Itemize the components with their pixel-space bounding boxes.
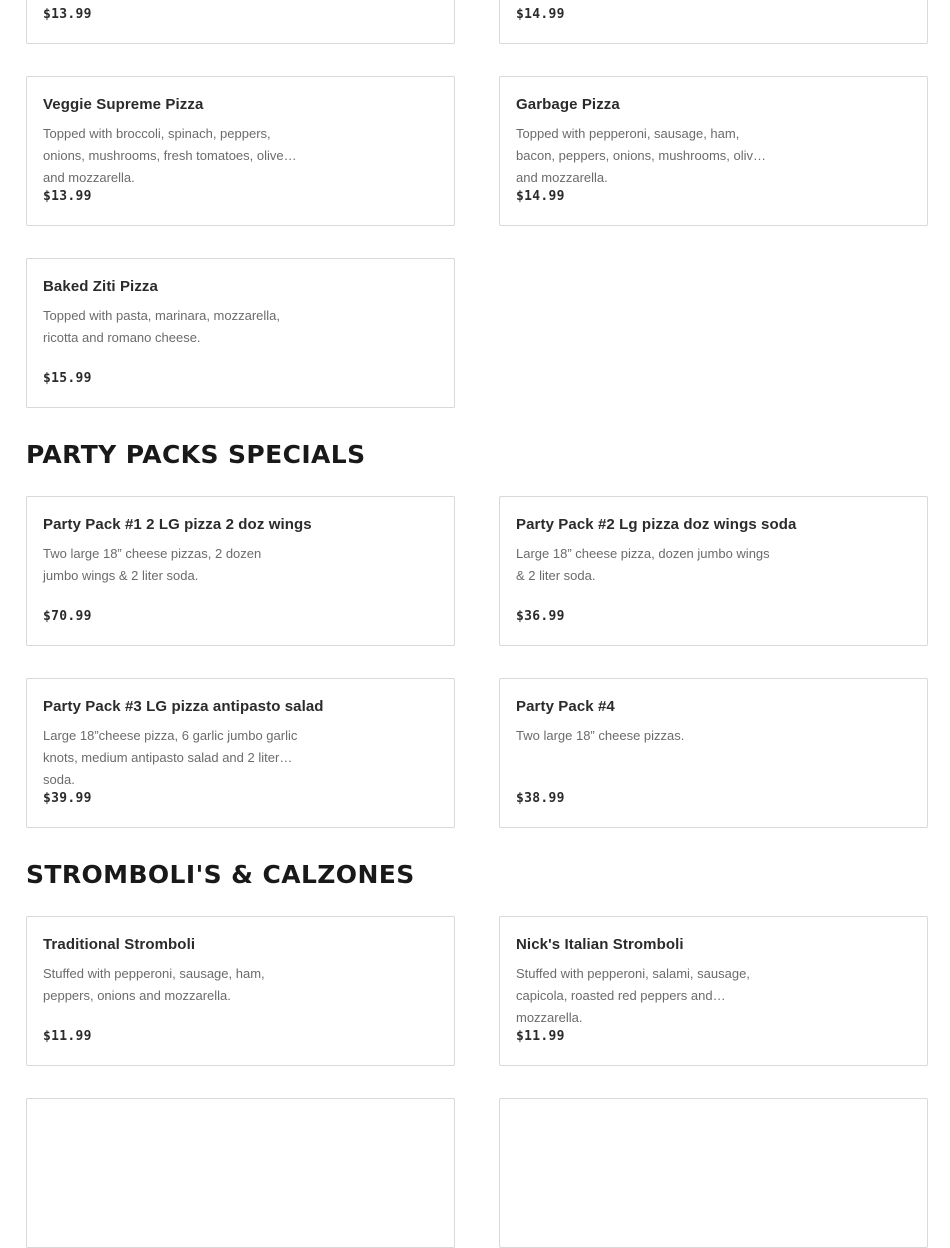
menu-item-description: Two large 18” cheese pizzas. (516, 728, 685, 743)
menu-item-description: Topped with broccoli, spinach, peppers, onions, mushrooms, fresh tomatoes, olives and mozzarella. (43, 126, 291, 185)
menu-item-name: Traditional Stromboli (43, 936, 196, 953)
menu-item-price: $39.99 (43, 791, 92, 806)
menu-item-price: $13.99 (43, 189, 92, 204)
menu-item-description: Topped with pepperoni, sausage, ham, bacon, peppers, onions, mushrooms, olives and mozzarella. (516, 126, 767, 185)
menu-item-description: Stuffed with pepperoni, sausage, ham, peppers, onions and mozzarella. (43, 966, 265, 1003)
menu-item-name: Nick's Italian Stromboli (516, 936, 684, 953)
menu-item-price: $38.99 (516, 791, 565, 806)
menu-item-card[interactable] (499, 1098, 928, 1248)
menu-item-name: Party Pack #1 2 LG pizza 2 doz wings (43, 516, 312, 533)
menu-item-name: Party Pack #4 (516, 698, 615, 715)
menu-item-price: $14.99 (516, 7, 565, 22)
menu-item-description: Two large 18” cheese pizzas, 2 dozen jumbo wings & 2 liter soda. (43, 546, 262, 583)
menu-item-description: Large 18” cheese pizza, dozen jumbo wings & 2 liter soda. (516, 546, 770, 583)
menu-item-price: $11.99 (43, 1029, 92, 1044)
section-title-stromboli-calzones: STROMBOLI'S & CALZONES (26, 860, 415, 889)
menu-item-description: Topped with pasta, marinara, mozzarella, ricotta and romano cheese. (43, 308, 281, 345)
menu-item-card-party-pack-1[interactable] (26, 496, 455, 646)
menu-item-price: $11.99 (516, 1029, 565, 1044)
menu-item-name: Party Pack #3 LG pizza antipasto salad (43, 698, 324, 715)
menu-item-price: $13.99 (43, 7, 92, 22)
menu-item-description: Stuffed with pepperoni, salami, sausage, capicola, roasted red peppers and mozzarella. (516, 966, 750, 1025)
menu-item-card[interactable] (26, 0, 455, 44)
menu-item-card-party-pack-4[interactable] (499, 678, 928, 828)
menu-item-card-nicks-italian-stromboli[interactable] (499, 916, 928, 1066)
menu-item-name: Party Pack #2 Lg pizza doz wings soda (516, 516, 797, 533)
menu-item-card[interactable] (499, 0, 928, 44)
menu-item-card-garbage[interactable] (499, 76, 928, 226)
menu-item-card-party-pack-2[interactable] (499, 496, 928, 646)
menu-item-name: Garbage Pizza (516, 96, 620, 113)
menu-item-card[interactable] (26, 1098, 455, 1248)
menu-item-price: $70.99 (43, 609, 92, 624)
menu-item-price: $36.99 (516, 609, 565, 624)
menu-item-name: Baked Ziti Pizza (43, 278, 158, 295)
menu-item-card-party-pack-3[interactable] (26, 678, 455, 828)
section-title-party-packs: PARTY PACKS SPECIALS (26, 440, 366, 469)
menu-item-name: Veggie Supreme Pizza (43, 96, 204, 113)
menu-item-card-traditional-stromboli[interactable] (26, 916, 455, 1066)
menu-item-price: $15.99 (43, 371, 92, 386)
menu-item-card-veggie-supreme[interactable] (26, 76, 455, 226)
menu-item-price: $14.99 (516, 189, 565, 204)
menu-item-card-baked-ziti[interactable] (26, 258, 455, 408)
menu-item-description: Large 18”cheese pizza, 6 garlic jumbo garlic knots, medium antipasto salad and 2 liter soda. (43, 728, 298, 787)
